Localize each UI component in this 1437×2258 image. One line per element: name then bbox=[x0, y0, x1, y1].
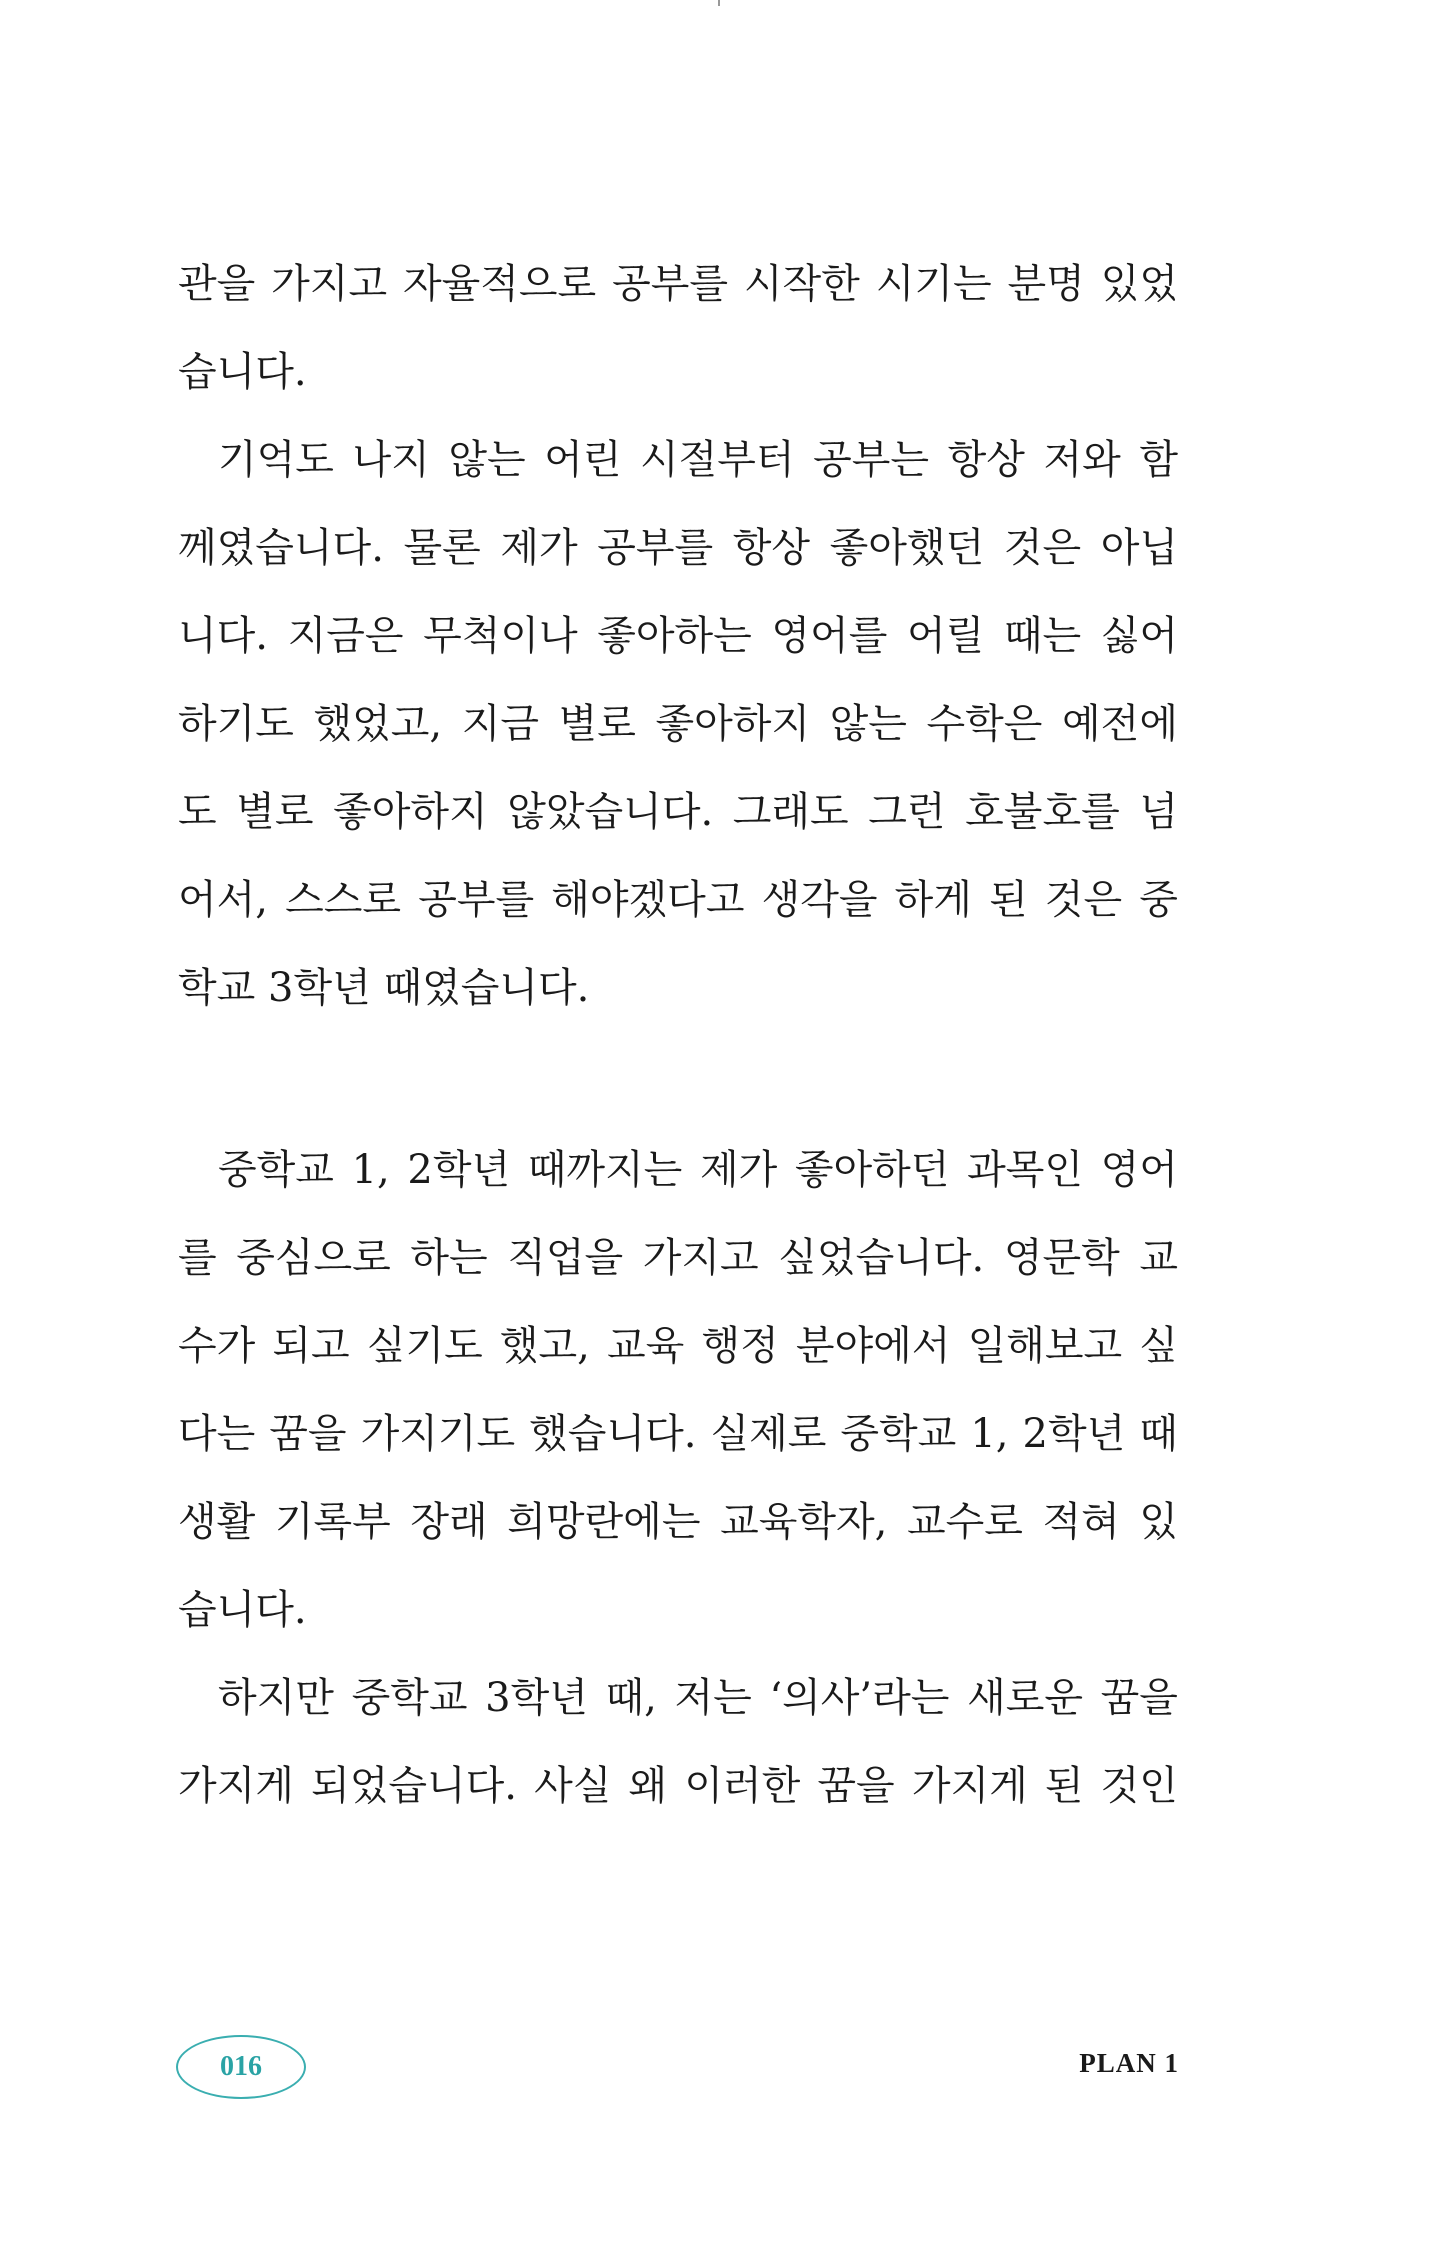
text-line: 하기도 했었고, 지금 별로 좋아하지 않는 수학은 예전에 bbox=[178, 701, 1178, 747]
text-line: 중학교 1, 2학년 때까지는 제가 좋아하던 과목인 영어 bbox=[218, 1147, 1178, 1193]
text-line: 습니다. bbox=[178, 1587, 307, 1633]
section-label: PLAN 1 bbox=[1079, 2048, 1179, 2078]
text-line: 습니다. bbox=[178, 349, 307, 395]
text-line: 기억도 나지 않는 어린 시절부터 공부는 항상 저와 함 bbox=[218, 437, 1178, 483]
text-line: 다는 꿈을 가지기도 했습니다. 실제로 중학교 1, 2학년 때 bbox=[178, 1411, 1178, 1457]
text-line: 하지만 중학교 3학년 때, 저는 ‘의사’라는 새로운 꿈을 bbox=[218, 1675, 1178, 1721]
page-number-badge bbox=[176, 2035, 306, 2099]
text-line: 를 중심으로 하는 직업을 가지고 싶었습니다. 영문학 교 bbox=[178, 1235, 1178, 1281]
text-line: 관을 가지고 자율적으로 공부를 시작한 시기는 분명 있었 bbox=[178, 261, 1178, 307]
text-line: 수가 되고 싶기도 했고, 교육 행정 분야에서 일해보고 싶 bbox=[178, 1323, 1178, 1369]
page-number: 016 bbox=[220, 2051, 262, 2082]
text-line: 도 별로 좋아하지 않았습니다. 그래도 그런 호불호를 넘 bbox=[178, 789, 1178, 835]
text-line: 가지게 되었습니다. 사실 왜 이러한 꿈을 가지게 된 것인 bbox=[178, 1763, 1178, 1809]
text-line: 생활 기록부 장래 희망란에는 교육학자, 교수로 적혀 있 bbox=[178, 1499, 1178, 1545]
top-crop-mark bbox=[718, 0, 720, 6]
text-line: 께였습니다. 물론 제가 공부를 항상 좋아했던 것은 아닙 bbox=[178, 525, 1178, 571]
text-line: 학교 3학년 때였습니다. bbox=[178, 965, 590, 1011]
text-line: 니다. 지금은 무척이나 좋아하는 영어를 어릴 때는 싫어 bbox=[178, 613, 1178, 659]
text-line: 어서, 스스로 공부를 해야겠다고 생각을 하게 된 것은 중 bbox=[178, 877, 1178, 923]
text-block-bottom bbox=[178, 1126, 1178, 1830]
text-block-top bbox=[178, 240, 1178, 1032]
